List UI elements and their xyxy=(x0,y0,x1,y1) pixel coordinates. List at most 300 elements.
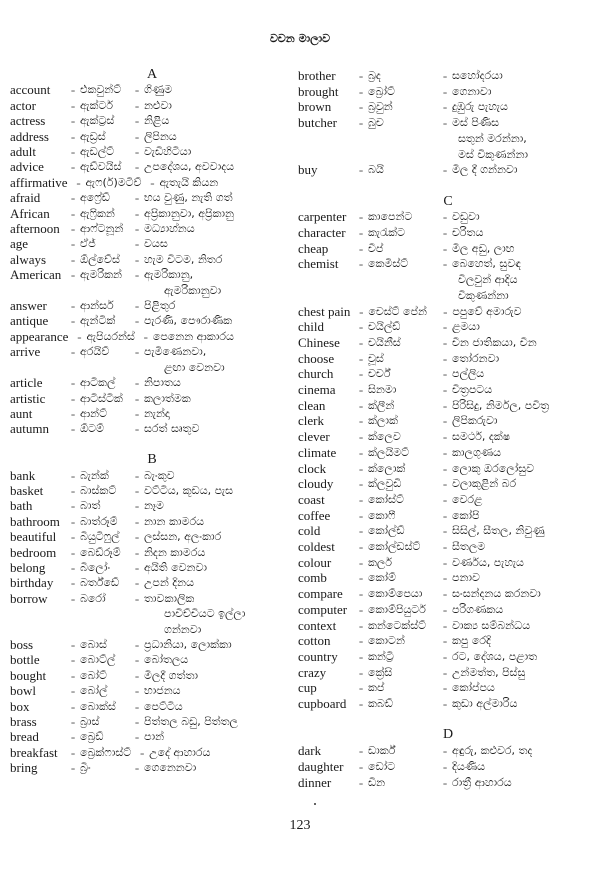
entry-line xyxy=(298,476,598,492)
english-word: brown xyxy=(298,99,332,115)
sinhala-meaning: අප්‍රිකානුවා, අප්‍රිකානු xyxy=(144,206,234,220)
sinhala-meaning: ගෙනාවා xyxy=(452,84,492,98)
english-word: aunt xyxy=(10,405,33,421)
separator-dash: - xyxy=(358,586,364,602)
english-word: clock xyxy=(298,460,327,476)
pronunciation: කොෆී xyxy=(368,508,396,522)
separator-dash: - xyxy=(70,544,76,560)
glossary-entry xyxy=(298,84,598,100)
entry-line xyxy=(10,82,294,97)
glossary-entry xyxy=(10,498,294,513)
entry-continuation-line xyxy=(10,622,294,637)
english-word: child xyxy=(298,319,324,335)
sinhala-meaning: දියණිය xyxy=(452,759,486,773)
sinhala-meaning: කෝප්පය xyxy=(452,681,495,695)
separator-dash: - xyxy=(358,539,364,555)
entry-line xyxy=(10,313,294,328)
english-word: affirmative xyxy=(10,174,68,190)
english-word: breakfast xyxy=(10,744,58,760)
sinhala-meaning: ලොකු ඔරලෝසුව xyxy=(452,461,535,475)
separator-dash: - xyxy=(442,334,448,350)
sinhala-meaning: කාලගුණය xyxy=(452,445,502,459)
separator-dash: - xyxy=(358,240,364,256)
separator-dash: - xyxy=(134,760,140,776)
entry-line xyxy=(10,190,294,205)
glossary-entry xyxy=(298,743,598,759)
entry-line xyxy=(298,696,598,712)
sinhala-meaning: සංසන්දනය කරනවා xyxy=(452,587,541,601)
entry-line xyxy=(298,618,598,634)
pronunciation: ඕටම් xyxy=(80,422,104,436)
pronunciation: බර්ත්ඩේ xyxy=(80,576,120,590)
pronunciation: කෝල්ඩ් xyxy=(368,524,405,538)
glossary-entry xyxy=(298,696,598,712)
entry-line xyxy=(10,483,294,498)
glossary-entry xyxy=(10,421,294,436)
sinhala-meaning: ප්‍රධානියා, ලොක්කා xyxy=(144,637,232,651)
separator-dash: - xyxy=(358,554,364,570)
separator-dash: - xyxy=(70,205,76,221)
english-word: carpenter xyxy=(298,209,347,225)
english-word: dark xyxy=(298,743,322,759)
entry-line xyxy=(298,775,598,791)
glossary-entry xyxy=(298,256,598,303)
sinhala-meaning: වෙරළ xyxy=(452,492,483,506)
english-word: butcher xyxy=(298,115,337,131)
entry-line xyxy=(10,329,294,344)
separator-dash: - xyxy=(442,397,448,413)
glossary-entry xyxy=(10,221,294,236)
glossary-entry xyxy=(10,129,294,144)
english-word: church xyxy=(298,366,334,382)
pronunciation: ඇඩ්‍රස් xyxy=(80,129,106,143)
separator-dash: - xyxy=(358,334,364,350)
sinhala-meaning: ඇතැයි කියන xyxy=(159,175,219,189)
separator-dash: - xyxy=(134,251,140,267)
pronunciation: කෝස්ට් xyxy=(368,492,404,506)
entry-line xyxy=(10,575,294,590)
english-word: belong xyxy=(10,559,46,575)
separator-dash: - xyxy=(358,209,364,225)
separator-dash: - xyxy=(70,313,76,329)
entry-line xyxy=(298,665,598,681)
pronunciation: බුච xyxy=(368,116,384,130)
pronunciation: බාත්රූම් xyxy=(80,514,118,528)
separator-dash: - xyxy=(140,744,145,760)
pronunciation: ඇෆ්‍රිකන් xyxy=(80,206,115,220)
letter-section xyxy=(10,67,294,437)
separator-dash: - xyxy=(70,744,76,760)
sinhala-meaning: අයිති වෙනවා xyxy=(144,560,207,574)
entry-line xyxy=(10,375,294,390)
english-word: colour xyxy=(298,554,332,570)
separator-dash: - xyxy=(358,429,364,445)
sinhala-meaning: නිළිය xyxy=(144,114,170,128)
glossary-entry xyxy=(10,514,294,529)
glossary-entry xyxy=(298,492,598,508)
entry-continuation-line xyxy=(298,131,598,147)
sinhala-meaning: උන්මත්ත, පිස්සු xyxy=(452,665,526,679)
separator-dash: - xyxy=(442,523,448,539)
separator-dash: - xyxy=(358,115,364,131)
separator-dash: - xyxy=(442,382,448,398)
sinhala-meaning: පෙට්ටිය xyxy=(144,699,183,713)
sinhala-meaning: කලාත්මක xyxy=(144,391,191,405)
separator-dash: - xyxy=(442,680,448,696)
separator-dash: - xyxy=(442,99,448,115)
pronunciation: බ්‍රෙක්ෆාස්ට් xyxy=(80,745,132,759)
glossary-entry xyxy=(298,539,598,555)
pronunciation: ක්ලීන් xyxy=(368,398,395,412)
pronunciation: බිලෝං xyxy=(80,560,111,574)
pronunciation: ආටිකල් xyxy=(80,376,116,390)
entry-line xyxy=(298,398,598,414)
separator-dash: - xyxy=(442,633,448,649)
separator-dash: - xyxy=(134,729,140,745)
glossary-entry xyxy=(298,115,598,162)
separator-dash: - xyxy=(70,698,76,714)
entry-line xyxy=(10,421,294,436)
separator-dash: - xyxy=(70,498,76,514)
sinhala-meaning: උපන් දිනය xyxy=(144,576,194,590)
sinhala-meaning: උපදේශය, අවවාදය xyxy=(144,160,234,174)
pronunciation: ආන්ට් xyxy=(80,406,107,420)
separator-dash: - xyxy=(70,82,76,98)
pronunciation: අෆ්‍රේඩ් xyxy=(80,191,110,205)
glossary-entry xyxy=(298,476,598,492)
pronunciation: ආටිස්ටික් xyxy=(80,391,123,405)
separator-dash: - xyxy=(442,476,448,492)
separator-dash: - xyxy=(70,375,76,391)
left-column xyxy=(0,67,294,776)
english-word: character xyxy=(298,225,346,240)
sinhala-meaning: පල්ලිය xyxy=(452,367,485,381)
sinhala-meaning: සහෝදරයා xyxy=(452,69,503,82)
separator-dash: - xyxy=(358,397,364,413)
separator-dash: - xyxy=(358,680,364,696)
english-word: chemist xyxy=(298,256,339,272)
separator-dash: - xyxy=(442,758,448,774)
english-word: beautiful xyxy=(10,529,57,545)
entry-line xyxy=(298,413,598,429)
page-number: 123 xyxy=(289,818,311,833)
separator-dash: - xyxy=(134,529,140,545)
sinhala-meaning: තෝරනවා xyxy=(452,351,500,365)
separator-dash: - xyxy=(358,225,364,240)
pronunciation: බොට්ල් xyxy=(80,653,116,667)
entry-line xyxy=(10,267,294,282)
pronunciation: කන්ටෙක්ස්ට් xyxy=(368,618,427,632)
glossary-entry xyxy=(10,267,294,298)
entry-line xyxy=(298,225,598,241)
section-heading: C xyxy=(443,193,453,209)
separator-dash: - xyxy=(358,366,364,382)
sinhala-meaning: පරිගණකය xyxy=(452,602,504,616)
glossary-entry xyxy=(10,560,294,575)
pronunciation: බොක්ස් xyxy=(80,699,116,713)
separator-dash: - xyxy=(358,758,364,774)
pronunciation: ඇෆ(ර්)මටිව් xyxy=(85,175,142,189)
entry-line xyxy=(298,304,598,320)
english-word: advice xyxy=(10,159,44,175)
english-word: account xyxy=(10,82,51,98)
separator-dash: - xyxy=(134,190,140,206)
pronunciation: චීප් xyxy=(368,241,384,255)
sinhala-meaning: ඇමරිකානුවා xyxy=(164,283,222,297)
english-word: birthday xyxy=(10,575,54,591)
glossary-entry xyxy=(10,190,294,205)
sinhala-meaning: වලාකුළින් බර xyxy=(452,477,517,491)
glossary-entry xyxy=(10,206,294,221)
separator-dash: - xyxy=(134,221,140,237)
separator-dash: - xyxy=(70,636,76,652)
english-word: bowl xyxy=(10,683,36,699)
entry-line xyxy=(298,115,598,131)
pronunciation: බ්‍රාස් xyxy=(80,715,100,729)
english-word: cinema xyxy=(298,382,336,398)
separator-dash: - xyxy=(70,482,76,498)
entry-line xyxy=(10,236,294,251)
separator-dash: - xyxy=(70,513,76,529)
glossary-entry xyxy=(298,508,598,524)
entry-line xyxy=(298,586,598,602)
separator-dash: - xyxy=(70,221,76,237)
english-word: climate xyxy=(298,444,337,460)
separator-dash: - xyxy=(442,601,448,617)
entry-line xyxy=(10,129,294,144)
glossary-entry xyxy=(298,366,598,382)
separator-dash: - xyxy=(134,421,140,437)
sinhala-meaning: රට, දේශය, පළාත xyxy=(452,649,538,663)
pronunciation: ඇඩල්ට් xyxy=(80,145,115,159)
separator-dash: - xyxy=(70,467,76,483)
separator-dash: - xyxy=(442,240,448,256)
english-word: American xyxy=(10,267,62,283)
english-word: adult xyxy=(10,144,36,160)
pronunciation: කෙමිස්ට් xyxy=(368,257,409,271)
glossary-entry xyxy=(10,760,294,775)
sinhala-meaning: චීන ජාතිකයා, චීන xyxy=(452,335,537,349)
sinhala-meaning: පිළිතුර xyxy=(144,299,176,313)
sinhala-meaning: වර්ණය, පැහැය xyxy=(452,555,524,569)
entry-line xyxy=(10,344,294,359)
separator-dash: - xyxy=(442,507,448,523)
glossary-entry xyxy=(10,545,294,560)
glossary-entry xyxy=(298,429,598,445)
pronunciation: කලර් xyxy=(368,555,392,569)
english-word: bath xyxy=(10,498,33,514)
sinhala-meaning: මධ්‍යාහ්නය xyxy=(144,222,195,236)
pronunciation: ක්ලෙව xyxy=(368,430,401,444)
separator-dash: - xyxy=(442,256,448,272)
entry-line xyxy=(10,159,294,174)
sinhala-meaning: සතුන් මරන්නා, xyxy=(458,131,527,145)
english-word: bank xyxy=(10,467,36,483)
separator-dash: - xyxy=(442,460,448,476)
glossary-entry xyxy=(298,586,598,602)
glossary-entry xyxy=(298,68,598,84)
entry-line xyxy=(298,99,598,115)
entry-line xyxy=(10,298,294,313)
sinhala-meaning: ලිපිකරුවා xyxy=(452,414,498,428)
entry-line xyxy=(298,209,598,225)
separator-dash: - xyxy=(70,113,76,129)
pronunciation: කොම්පෙයා xyxy=(368,587,423,601)
english-word: comb xyxy=(298,570,327,586)
separator-dash: - xyxy=(442,491,448,507)
pronunciation: කොම්පියුටර් xyxy=(368,602,426,616)
entry-line xyxy=(298,351,598,367)
separator-dash: - xyxy=(70,529,76,545)
pronunciation: ඇක්ටර් xyxy=(80,98,114,112)
pronunciation: චර්ච් xyxy=(368,367,391,381)
sinhala-meaning: පෙනෙන ආකාරය xyxy=(152,329,234,343)
english-word: bring xyxy=(10,760,38,776)
entry-line xyxy=(298,84,598,100)
separator-dash: - xyxy=(358,633,364,649)
glossary-entry xyxy=(298,413,598,429)
separator-dash: - xyxy=(70,760,76,776)
entry-line xyxy=(298,602,598,618)
glossary-entry xyxy=(298,649,598,665)
separator-dash: - xyxy=(358,648,364,664)
entry-line xyxy=(10,252,294,267)
sinhala-meaning: කෝපි xyxy=(452,508,480,522)
sinhala-meaning: මිලදී ගත්තා xyxy=(144,668,199,682)
english-word: country xyxy=(298,648,338,664)
pronunciation: බෝල් xyxy=(80,684,108,698)
glossary-entry xyxy=(298,570,598,586)
glossary-entry xyxy=(298,304,598,320)
english-word: daughter xyxy=(298,758,344,774)
separator-dash: - xyxy=(70,590,76,606)
separator-dash: - xyxy=(358,382,364,398)
sinhala-meaning: සීතලම xyxy=(452,540,486,554)
glossary-entry xyxy=(10,575,294,590)
english-word: artistic xyxy=(10,390,46,406)
separator-dash: - xyxy=(442,774,448,790)
separator-dash: - xyxy=(134,205,140,221)
glossary-entry xyxy=(10,175,294,190)
pronunciation: බාත් xyxy=(80,499,101,513)
glossary-entry xyxy=(298,99,598,115)
glossary-entry xyxy=(10,98,294,113)
english-word: cloudy xyxy=(298,476,334,492)
glossary-entry xyxy=(10,652,294,667)
entry-line xyxy=(10,221,294,236)
separator-dash: - xyxy=(134,559,140,575)
english-word: cupboard xyxy=(298,696,347,712)
separator-dash: - xyxy=(134,375,140,391)
separator-dash: - xyxy=(442,586,448,602)
separator-dash: - xyxy=(442,554,448,570)
entry-line xyxy=(298,335,598,351)
entry-line xyxy=(10,529,294,544)
separator-dash: - xyxy=(70,714,76,730)
pronunciation: බෝට් xyxy=(80,668,107,682)
separator-dash: - xyxy=(134,575,140,591)
entry-line xyxy=(298,633,598,649)
separator-dash: - xyxy=(134,267,140,283)
sinhala-meaning: වාක්‍ය සම්බන්ධය xyxy=(452,618,531,632)
english-word: article xyxy=(10,375,43,391)
separator-dash: - xyxy=(150,174,155,190)
entry-line xyxy=(298,256,598,272)
separator-dash: - xyxy=(70,298,76,314)
separator-dash: - xyxy=(70,251,76,267)
separator-dash: - xyxy=(442,696,448,712)
page-title: වචන මාලාව xyxy=(269,32,331,45)
entry-line xyxy=(10,514,294,529)
glossary-entry xyxy=(298,382,598,398)
glossary-entry xyxy=(10,468,294,483)
glossary-entry xyxy=(298,633,598,649)
english-word: dinner xyxy=(298,774,332,790)
separator-dash: - xyxy=(358,162,364,178)
english-word: actor xyxy=(10,97,36,113)
entry-line xyxy=(298,241,598,257)
entry-line xyxy=(10,714,294,729)
entry-continuation-line xyxy=(10,606,294,621)
sinhala-meaning: පිත්තල බඩු, පිත්තල xyxy=(144,715,238,729)
separator-dash: - xyxy=(442,429,448,445)
english-word: antique xyxy=(10,313,49,329)
separator-dash: - xyxy=(70,190,76,206)
separator-dash: - xyxy=(358,774,364,790)
entry-line xyxy=(298,555,598,571)
glossary-entry xyxy=(10,344,294,375)
sinhala-meaning: ගන්නවා xyxy=(164,622,202,636)
separator-dash: - xyxy=(70,344,76,360)
separator-dash: - xyxy=(70,159,76,175)
english-word: context xyxy=(298,617,337,633)
pronunciation: චූස් xyxy=(368,351,384,365)
entry-line xyxy=(298,508,598,524)
entry-line xyxy=(10,406,294,421)
pronunciation: චෙස්ට් පේන් xyxy=(368,304,427,318)
glossary-entry xyxy=(10,329,294,344)
english-word: address xyxy=(10,128,49,144)
english-word: coffee xyxy=(298,507,331,523)
english-word: cheap xyxy=(298,240,329,256)
separator-dash: - xyxy=(134,97,140,113)
letter-section xyxy=(298,68,598,178)
pronunciation: කප් xyxy=(368,681,385,695)
english-word: brought xyxy=(298,83,339,99)
pronunciation: බ්‍රෝට් xyxy=(368,84,395,98)
english-word: coast xyxy=(298,491,325,507)
sinhala-meaning: භාජනය xyxy=(144,684,181,698)
entry-line xyxy=(298,366,598,382)
sinhala-meaning: හැම විටම, නිතර xyxy=(144,252,223,266)
separator-dash: - xyxy=(358,460,364,476)
pronunciation: බ්‍රවුන් xyxy=(368,100,393,114)
glossary-entry xyxy=(298,602,598,618)
separator-dash: - xyxy=(70,128,76,144)
section-heading: B xyxy=(147,452,157,468)
pronunciation: බැන්ක් xyxy=(80,468,109,482)
sinhala-meaning: වඩුවා xyxy=(452,210,480,224)
sinhala-meaning: පැරණි, පෞරාණික xyxy=(144,314,233,328)
sinhala-meaning: ළමයා xyxy=(452,320,480,334)
separator-dash: - xyxy=(134,636,140,652)
separator-dash: - xyxy=(134,236,140,252)
separator-dash: - xyxy=(134,667,140,683)
pronunciation: ඇඩ්වයිස් xyxy=(80,160,122,174)
entry-line xyxy=(10,98,294,113)
sinhala-meaning: කපු රෙදි xyxy=(452,634,491,648)
pronunciation: එකවුන්ට් xyxy=(80,83,122,97)
